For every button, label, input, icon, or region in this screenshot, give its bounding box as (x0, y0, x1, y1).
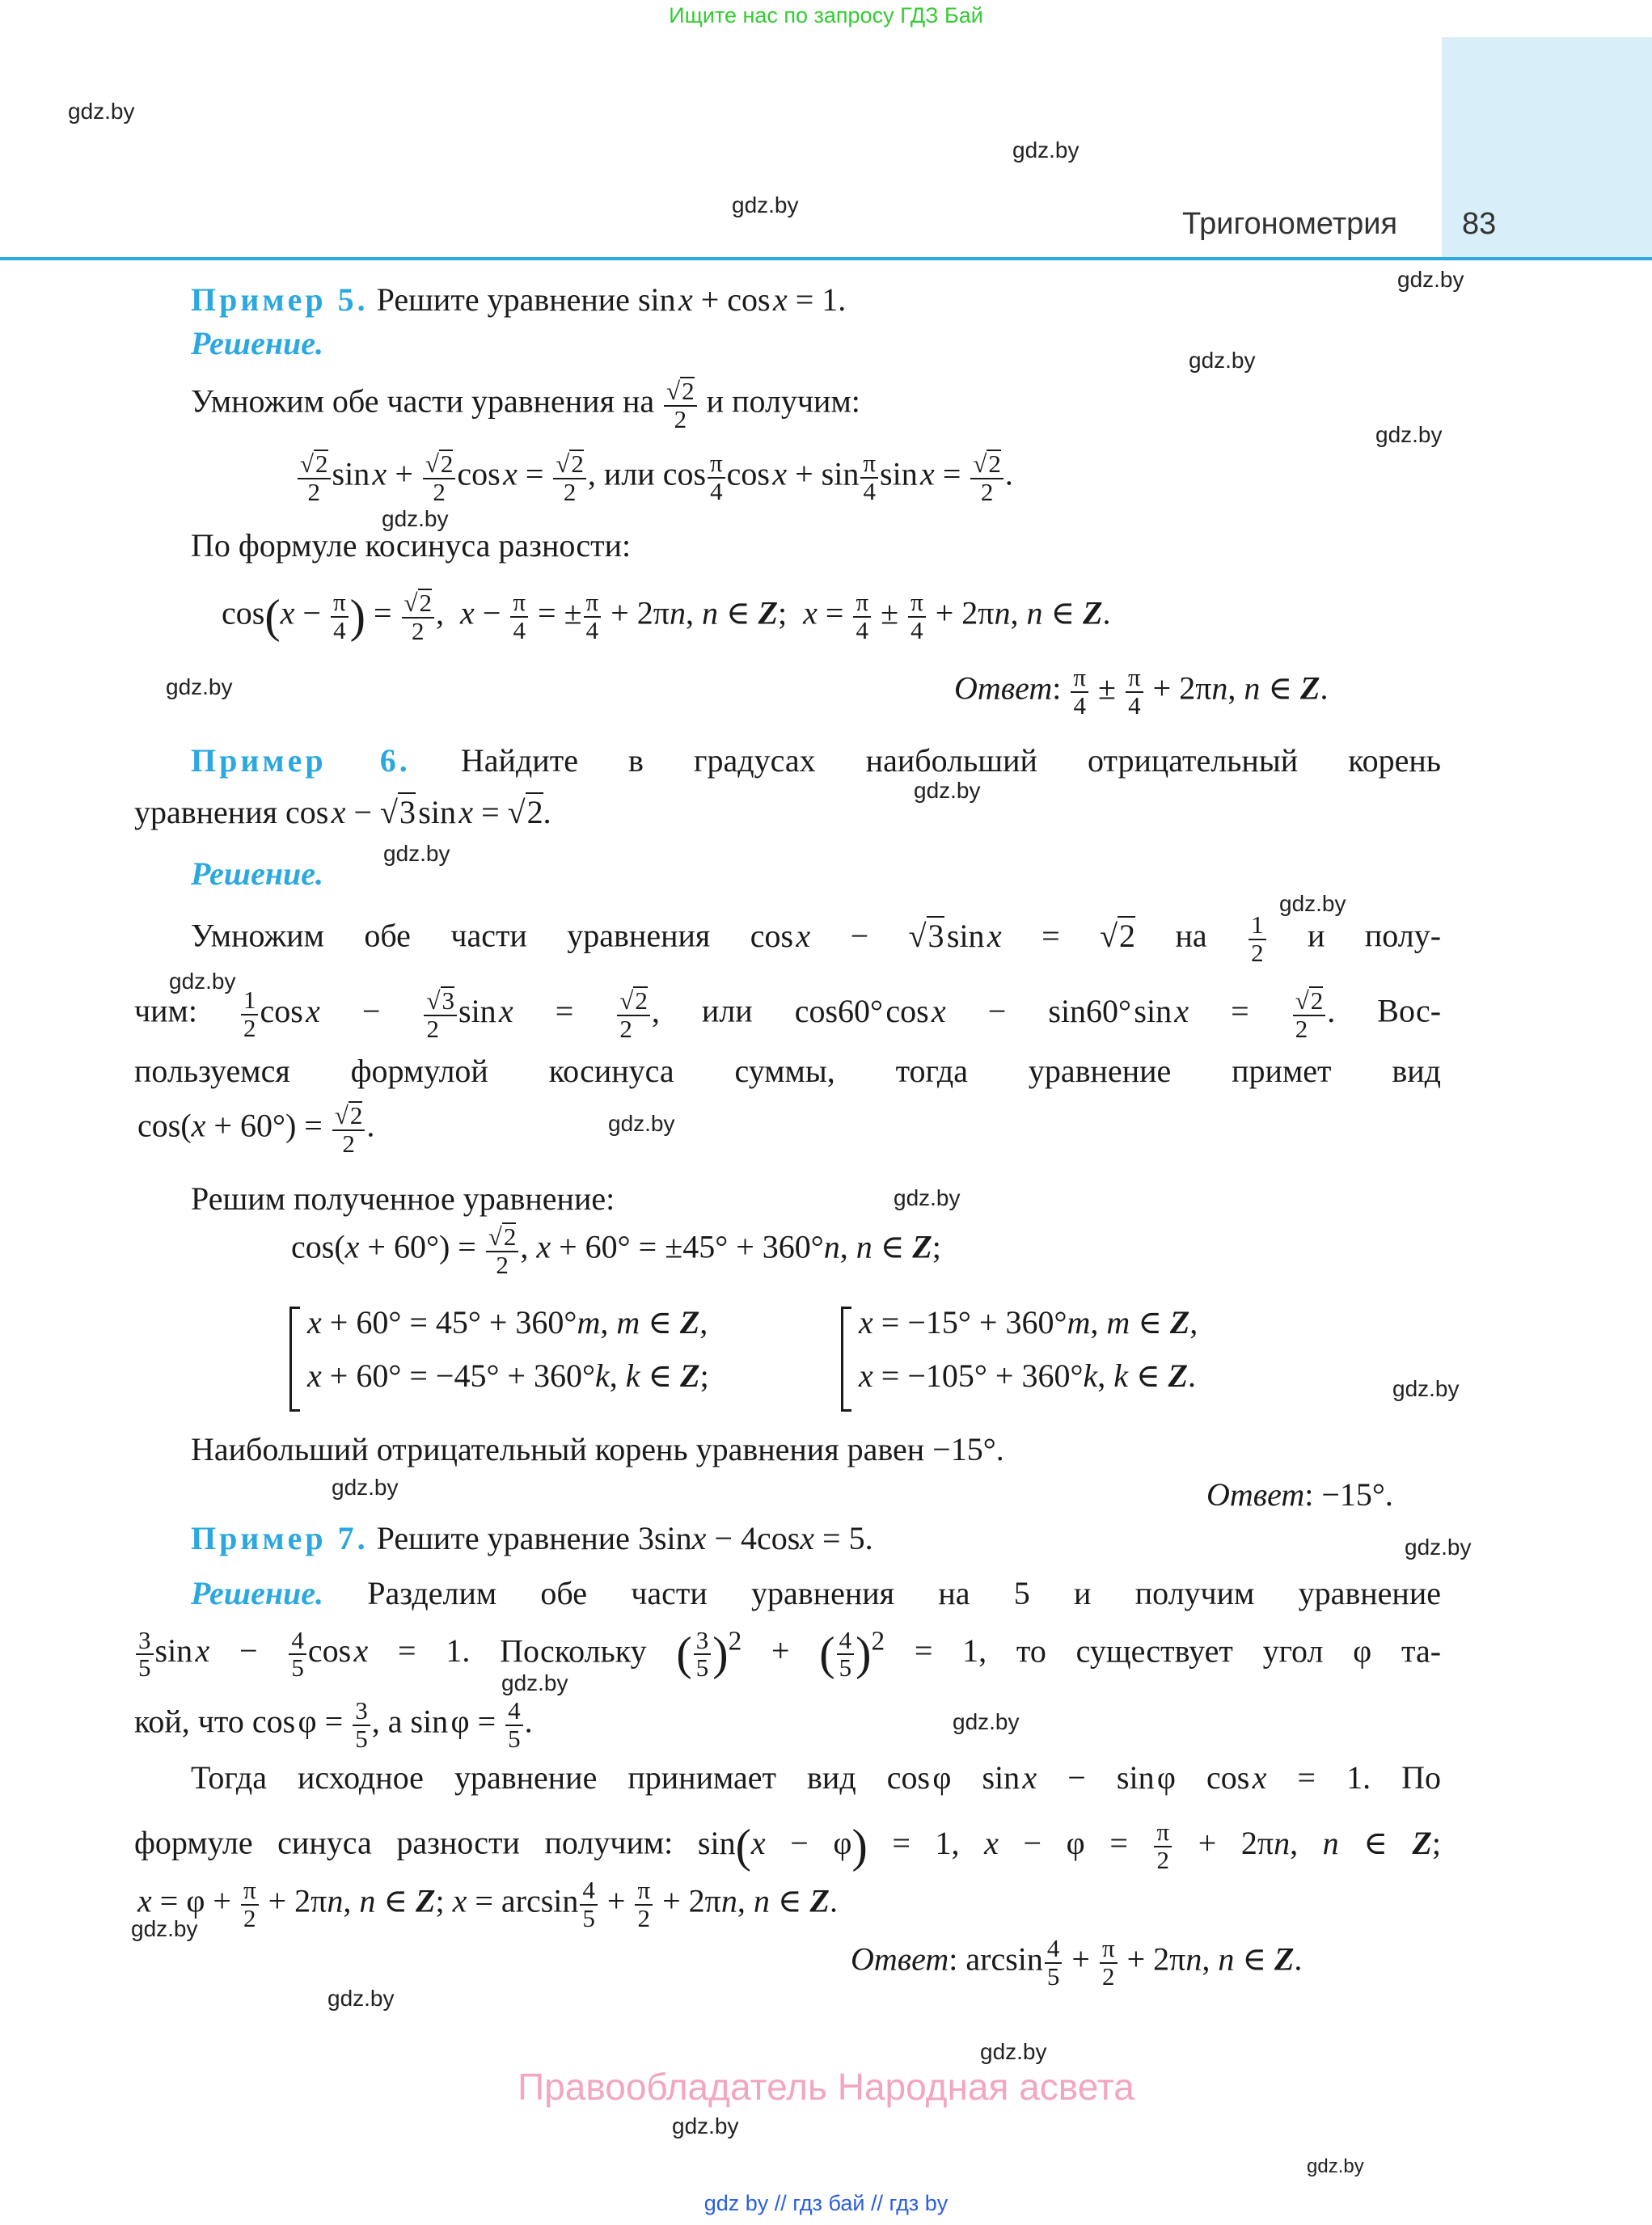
text-line: По формуле косинуса разности: (191, 527, 632, 564)
formula-line: cos(x − $\frac{\pi}{4}$ ) = $\frac{√2}{2}$ , x − $\frac{\pi}{4}$ = ± $\frac{\pi}{4}$ + 2πn, n ∈ Z; x = $\frac{\pi}{4}$ ± $\frac{\pi}{4}$ + 2πn, n ∈ Z. (222, 588, 1111, 645)
watermark: gdz.by (1279, 891, 1346, 916)
system-row: x = −15° + 360°m, m ∈ Z, (859, 1304, 1198, 1340)
solution-label: Решение. (191, 1575, 324, 1611)
formula-line: $\frac{√2}{2}$ sin x + $\frac{√2}{2}$ cos x = $\frac{√2}{2}$ , или cos $\frac{\pi}{4}$ cos x + sin $\frac{\pi}{4}$ sin x = $\frac{√2}{2}$ . (296, 450, 1013, 505)
section-title: Тригонометрия (1182, 207, 1398, 241)
watermark: gdz.by (914, 778, 981, 803)
watermark: gdz.by (980, 2039, 1047, 2064)
solution-label: Решение. (191, 855, 324, 892)
text-line: Решим полученное уравнение: (191, 1180, 615, 1217)
watermark: gdz.by (608, 1111, 675, 1136)
system-1 (289, 1303, 839, 1413)
footer-links[interactable]: gdz by // гдз бай // гдз by (703, 2191, 949, 2215)
watermark: gdz.by (131, 1916, 198, 1941)
watermark: gdz.by (1012, 137, 1080, 163)
system-bracket (289, 1307, 300, 1412)
formula-line: кой, что cos φ = $\frac{3}{5}$ , а sin φ = $\frac{4}{5}$ . (134, 1696, 533, 1753)
answer-line: Ответ: −15°. (1206, 1476, 1393, 1513)
formula-line: формуле синуса разности получим: sin(x − φ) = 1, x − φ = $\frac{\pi}{2}$ + 2πn, n ∈ Z; (134, 1818, 1442, 1874)
answer-line: Ответ: $\frac{\pi}{4}$ ± $\frac{\pi}{4}$ + 2πn, n ∈ Z. (954, 663, 1329, 720)
example-6-title (134, 742, 1441, 779)
example-task: Решите уравнение (376, 281, 630, 318)
watermark: gdz.by (1375, 422, 1443, 447)
example-label: Пример 7. (191, 1520, 369, 1556)
text-line: уравнения cos x − √3 sin x = √2. (134, 794, 551, 830)
system-2 (841, 1303, 1326, 1413)
formula-line: чим: $\frac{1}{2}$ cos x − $\frac{√3}{2}$ sin x = $\frac{√2}{2}$ , или cos60° cos x − sin60° sin x = $\frac{√2}{2}$ . Вос- (134, 986, 1442, 1043)
watermark: gdz.by (327, 1986, 395, 2011)
answer-line: Ответ: arcsin $\frac{4}{5}$ + $\frac{\pi}{2}$ + 2πn, n ∈ Z. (851, 1934, 1303, 1991)
watermark: gdz.by (68, 99, 135, 124)
watermark: gdz.by (672, 2113, 739, 2138)
text-line: Умножим обе части уравнения на $\frac{√2}{2}$ и получим: (191, 377, 860, 433)
system-row: x = −105° + 360°k, k ∈ Z. (859, 1357, 1197, 1394)
rights-holder: Правообладатель Народная асвета (518, 2066, 1134, 2108)
example-label: Пример 5. (191, 281, 369, 318)
text-line: Умножим обе части уравнения cos x − √3 sin x = √2 на $\frac{1}{2}$ и полу- (191, 910, 1442, 967)
example-label: Пример 6. (191, 742, 411, 779)
example-task: Решите уравнение 3sin (376, 1520, 692, 1556)
example-task: Найдите в градусах наибольший отрицательный корень (460, 742, 1442, 779)
header-rule (0, 257, 1652, 260)
watermark: gdz.by (382, 506, 449, 531)
watermark: gdz.by (501, 1670, 568, 1695)
formula-line: cos(x + 60°) = $\frac{√2}{2}$ , x + 60° = ±45° + 360°n, n ∈ Z; (291, 1222, 941, 1279)
watermark: gdz.by (169, 969, 236, 994)
watermark: gdz.by (1307, 2155, 1364, 2177)
text-line: Решение. Разделим обе части уравнения на 5 и получим уравнение (191, 1575, 1441, 1611)
text-line: Тогда исходное уравнение принимает вид cos φ sin x − sin φ cos x = 1. По (191, 1759, 1442, 1796)
watermark: gdz.by (332, 1475, 399, 1500)
example-5-title: Пример 5. Решите уравнение sin x + cos x = 1. (191, 281, 847, 318)
solution-label: Решение. (191, 325, 324, 361)
page-number: 83 (1462, 207, 1497, 241)
watermark: gdz.by (1392, 1376, 1460, 1401)
system-row: x + 60° = 45° + 360°m, m ∈ Z, (307, 1304, 708, 1340)
top-banner: Ищите нас по запросу ГДЗ Бай (669, 3, 983, 27)
watermark: gdz.by (894, 1185, 961, 1210)
watermark: gdz.by (1189, 348, 1256, 373)
system-bracket (841, 1307, 851, 1412)
watermark: gdz.by (166, 674, 233, 699)
watermark: gdz.by (953, 1709, 1020, 1734)
formula-line: $\frac{3}{5}$ sin x − $\frac{4}{5}$ cos x = 1. Поскольку ( $\frac{3}{5}$ )$^2$ + ( $\frac{4}{5}$ )$^2$ = 1, то существует угол φ та- (134, 1627, 1441, 1682)
watermark: gdz.by (1397, 267, 1464, 292)
watermark: gdz.by (732, 192, 799, 217)
watermark: gdz.by (383, 841, 450, 866)
text-line: пользуемся формулой косинуса суммы, тогда уравнение примет вид (134, 1053, 1441, 1089)
example-7-title: Пример 7. Решите уравнение 3sinx − 4cosx = 5. (191, 1520, 873, 1556)
formula-line: x = φ + $\frac{\pi}{2}$ + 2πn, n ∈ Z; x = arcsin $\frac{4}{5}$ + $\frac{\pi}{2}$ + 2πn, n ∈ Z. (137, 1876, 838, 1932)
system-row: x + 60° = −45° + 360°k, k ∈ Z; (307, 1357, 709, 1394)
watermark: gdz.by (1405, 1535, 1472, 1560)
text-line: Наибольший отрицательный корень уравнения равен −15°. (191, 1431, 1004, 1467)
formula-line: cos(x + 60°) = $\frac{√2}{2}$ . (137, 1101, 375, 1158)
